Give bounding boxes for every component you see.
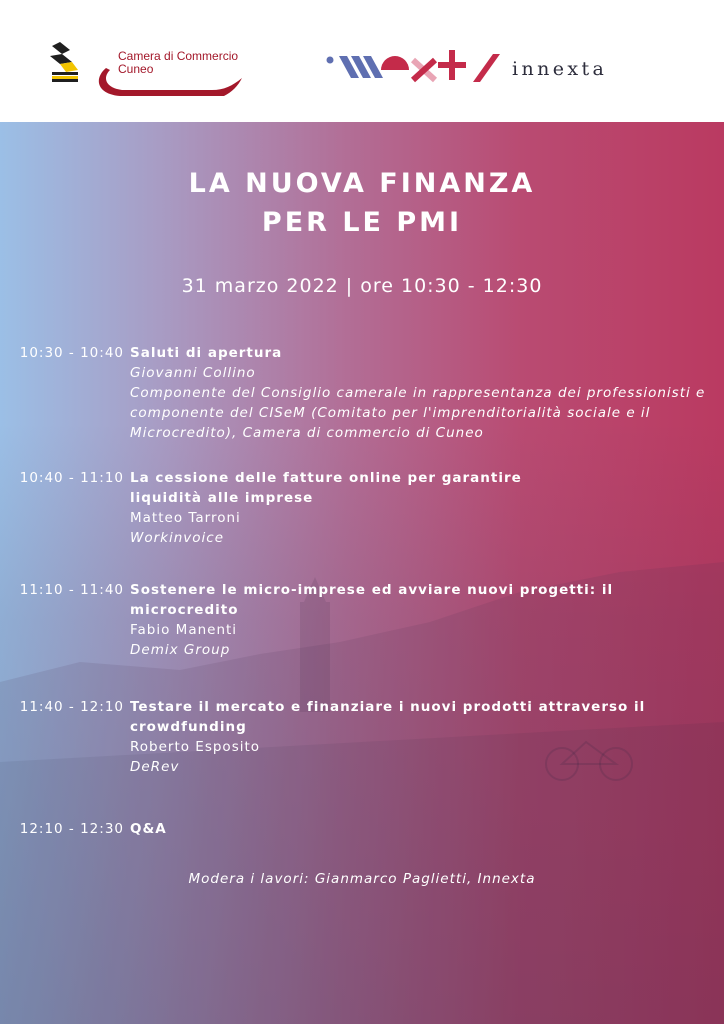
agenda — [0, 122, 724, 1024]
speaker-role: Componente del Consiglio camerale in rappresentanza dei professionisti e componente del CISeM (Comitato per l'imprenditorialità sociale e il Microcredito), Camera di commercio di Cuneo — [130, 385, 706, 441]
agenda-time: 10:40 - 11:10 — [19, 470, 124, 486]
agenda-body — [130, 343, 720, 443]
speaker-organization: Demix Group — [130, 642, 231, 658]
event-date: 31 marzo 2022 | ore 10:30 - 12:30 — [181, 275, 543, 297]
speaker-name: Fabio Manenti — [130, 622, 238, 638]
speaker-organization: Workinvoice — [130, 530, 225, 546]
event-title-line2: PER LE PMI — [261, 207, 463, 238]
chamber-logo-line1: Camera di Commercio — [118, 49, 239, 63]
agenda-time: 12:10 - 12:30 — [19, 821, 124, 837]
speaker-name: Matteo Tarroni — [130, 510, 241, 526]
speaker-organization: DeRev — [130, 759, 180, 775]
session-title: Q&A — [130, 821, 167, 837]
chamber-logo-line2: Cuneo — [118, 62, 154, 76]
agenda-body — [130, 819, 720, 839]
session-title: Sostenere le micro-imprese ed avviare nuovi progetti: il microcredito — [130, 582, 614, 618]
agenda-time: 10:30 - 10:40 — [19, 345, 124, 361]
agenda-body — [130, 697, 650, 777]
agenda-time: 11:10 - 11:40 — [19, 582, 124, 598]
innexta-wordmark: innexta — [512, 58, 608, 80]
session-title: Testare il mercato e finanziare i nuovi prodotti attraverso il crowdfunding — [130, 699, 646, 735]
session-title: La cessione delle fatture online per garantire liquidità alle imprese — [130, 470, 522, 506]
agenda-body — [130, 468, 550, 548]
event-title-line1: LA NUOVA FINANZA — [188, 168, 536, 199]
innexta-symbol — [325, 48, 500, 90]
session-title: Saluti di apertura — [130, 345, 283, 361]
moderator-note: Modera i lavori: Gianmarco Paglietti, Innexta — [188, 871, 536, 887]
event-poster — [0, 122, 724, 1024]
camera-di-commercio-emblem — [50, 42, 80, 82]
header — [0, 0, 724, 122]
agenda-body — [130, 580, 630, 660]
speaker-name: Giovanni Collino — [130, 365, 256, 381]
speaker-name: Roberto Esposito — [130, 739, 261, 755]
chamber-swoosh-graphic — [92, 64, 242, 102]
agenda-time: 11:40 - 12:10 — [19, 699, 124, 715]
